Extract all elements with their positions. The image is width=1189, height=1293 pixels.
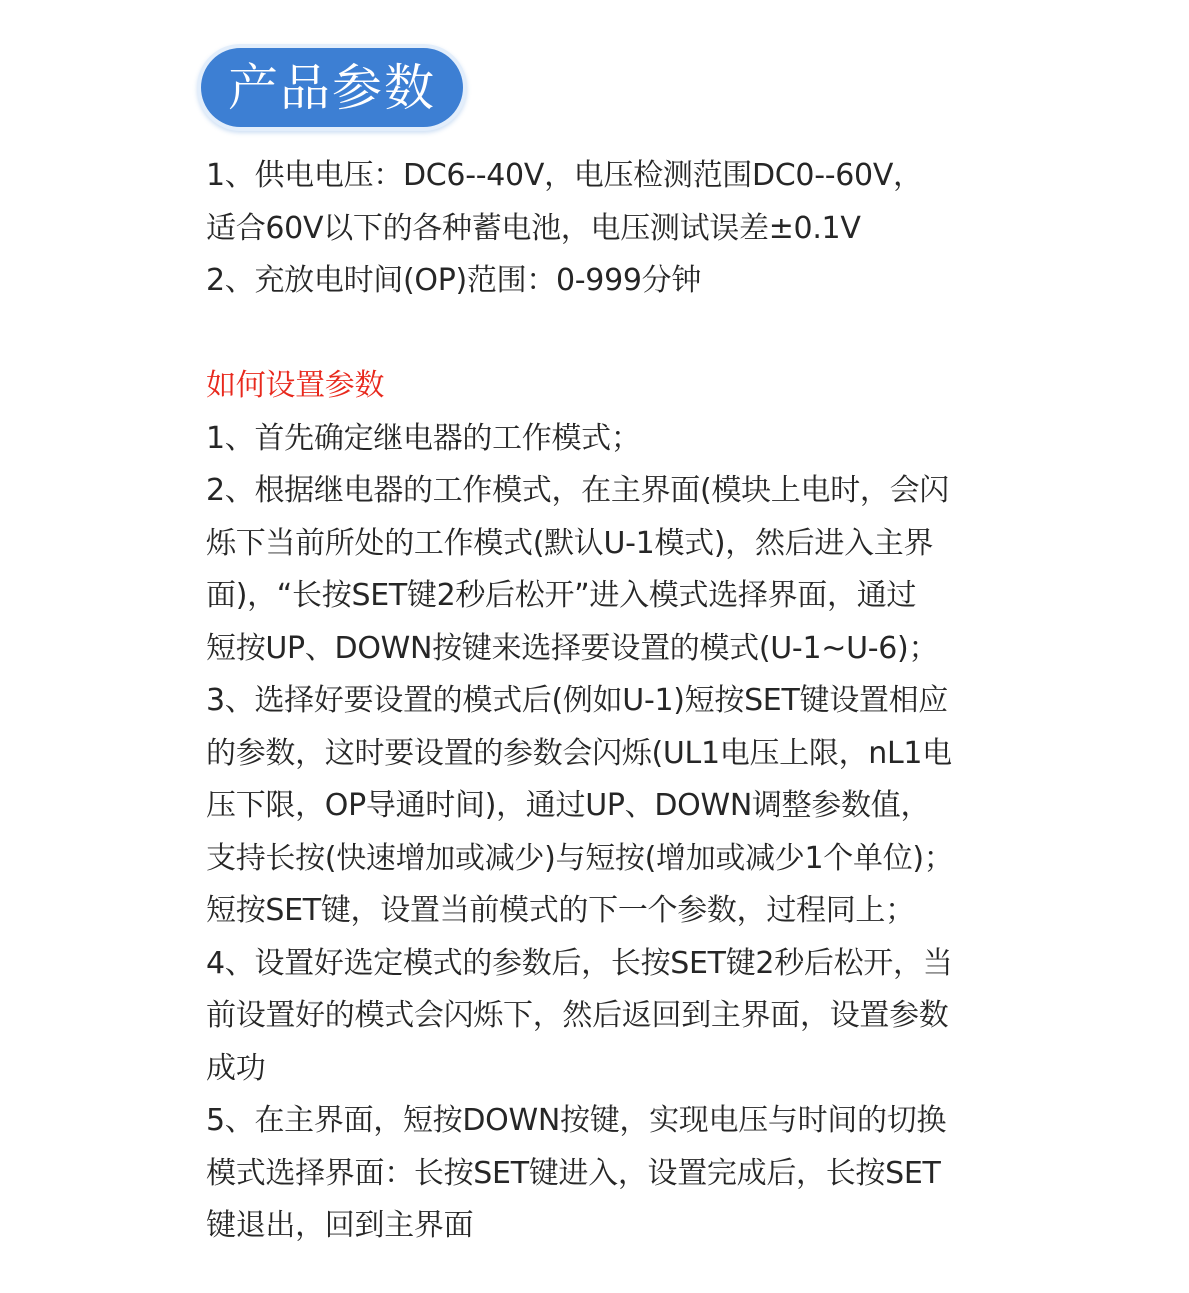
param-line: 1、供电电压：DC6--40V，电压检测范围DC0--60V，	[206, 158, 923, 193]
instruction-line: 2、根据继电器的工作模式，在主界面(模块上电时，会闪	[206, 473, 949, 508]
instruction-line: 压下限，OP导通时间)，通过UP、DOWN调整参数值，	[206, 788, 931, 823]
instruction-line: 键退出，回到主界面	[206, 1208, 474, 1243]
title-badge	[197, 44, 467, 131]
instruction-line: 面)，“长按SET键2秒后松开”进入模式选择界面，通过	[206, 578, 917, 613]
instruction-line: 4、设置好选定模式的参数后，长按SET键2秒后松开，当	[206, 945, 953, 981]
instruction-line: 成功	[206, 1050, 266, 1086]
instruction-line: 3、选择好要设置的模式后(例如U-1)短按SET键设置相应	[206, 683, 948, 718]
instruction-line: 前设置好的模式会闪烁下，然后返回到主界面，设置参数	[206, 998, 949, 1033]
spacer	[206, 308, 1006, 361]
section-heading: 如何设置参数	[206, 368, 385, 403]
param-line: 2、充放电时间(OP)范围：0-999分钟	[206, 263, 702, 298]
instruction-line: 短按SET键，设置当前模式的下一个参数，过程同上；	[206, 893, 915, 928]
param-line: 适合60V以下的各种蓄电池，电压测试误差±0.1V	[206, 210, 861, 246]
instruction-line: 模式选择界面：长按SET键进入，设置完成后，长按SET	[206, 1155, 941, 1191]
content-body	[206, 150, 1006, 1253]
instruction-line: 烁下当前所处的工作模式(默认U-1模式)，然后进入主界	[206, 525, 934, 561]
instruction-line: 5、在主界面，短按DOWN按键，实现电压与时间的切换	[206, 1103, 947, 1138]
instruction-line: 支持长按(快速增加或减少)与短按(增加或减少1个单位)；	[206, 840, 954, 876]
instruction-line: 短按UP、DOWN按键来选择要设置的模式(U-1~U-6)；	[206, 630, 939, 666]
instruction-line: 1、首先确定继电器的工作模式；	[206, 420, 641, 456]
instruction-line: 的参数，这时要设置的参数会闪烁(UL1电压上限，nL1电	[206, 735, 952, 771]
page-title: 产品参数	[228, 58, 436, 117]
